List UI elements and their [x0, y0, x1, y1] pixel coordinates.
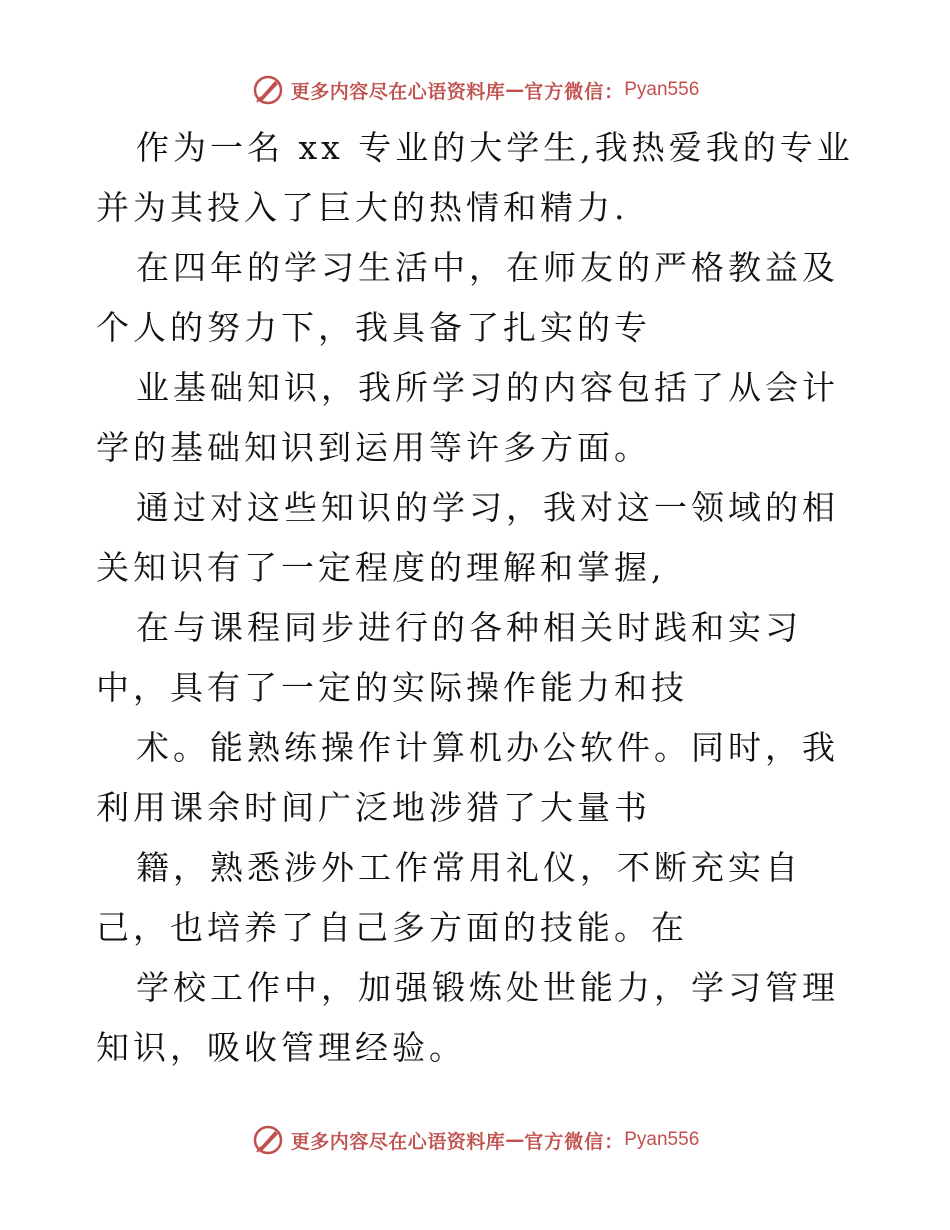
footer-wechat-label: 官方微信： — [524, 1130, 625, 1153]
header-wechat-id: Pyan556 — [624, 79, 700, 100]
footer-wechat-id: Pyan556 — [624, 1129, 700, 1150]
header-banner — [0, 70, 950, 110]
paragraph: 在与课程同步进行的各种相关时践和实习中，具有了一定的实际操作能力和技 — [96, 608, 802, 707]
header-separator: — — [505, 79, 525, 101]
document-body — [96, 118, 856, 1078]
paragraph: 业基础知识，我所学习的内容包括了从会计学的基础知识到运用等许多方面。 — [96, 368, 839, 467]
quill-logo-icon — [251, 1123, 285, 1157]
quill-logo-icon — [251, 73, 285, 107]
paragraph: 作为一名 xx 专业的大学生,我热爱我的专业并为其投入了巨大的热情和精力. — [96, 128, 854, 227]
paragraph: 术。能熟练操作计算机办公软件。同时，我利用课余时间广泛地涉猎了大量书 — [96, 728, 839, 827]
header-wechat-label: 官方微信： — [524, 80, 625, 103]
paragraph: 学校工作中，加强锻炼处世能力，学习管理知识，吸收管理经验。 — [96, 968, 839, 1067]
footer-separator: — — [505, 1129, 525, 1151]
header-brand-text: 更多内容尽在心语资料库 — [290, 80, 506, 103]
paragraph: 籍，熟悉涉外工作常用礼仪，不断充实自己，也培养了自己多方面的技能。在 — [96, 848, 802, 947]
footer-banner — [0, 1120, 950, 1160]
footer-brand-text: 更多内容尽在心语资料库 — [290, 1130, 506, 1153]
paragraph: 在四年的学习生活中，在师友的严格教益及个人的努力下，我具备了扎实的专 — [96, 248, 839, 347]
paragraph: 通过对这些知识的学习，我对这一领域的相关知识有了一定程度的理解和掌握, — [96, 488, 839, 587]
